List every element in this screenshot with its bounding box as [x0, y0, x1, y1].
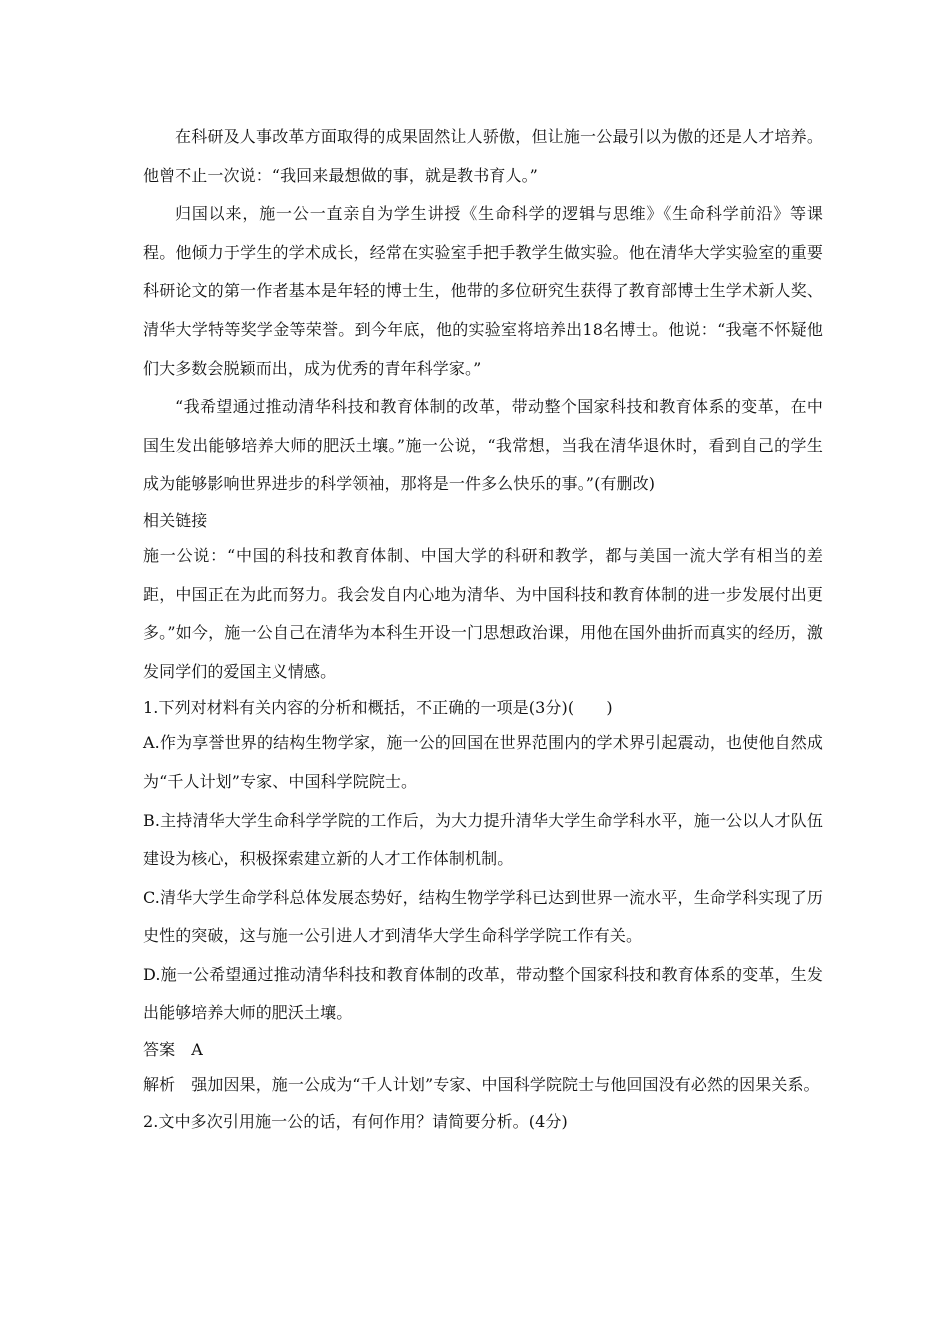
document-page	[143, 118, 823, 1138]
question-1-answer: 答案 A	[143, 1040, 203, 1060]
passage-paragraph-1: 在科研及人事改革方面取得的成果固然让人骄傲，但让施一公最引以为傲的还是人才培养。他曾不止一次说：“我回来最想做的事，就是教书育人。”	[143, 127, 823, 185]
question-1-option-a: A.作为享誉世界的结构生物学家，施一公的回国在世界范围内的学术界引起震动，也使他自然成为“千人计划”专家、中国科学院院士。	[143, 733, 823, 791]
passage-paragraph-2: 归国以来，施一公一直亲自为学生讲授《生命科学的逻辑与思维》《生命科学前沿》等课程。他倾力于学生的学术成长，经常在实验室手把手教学生做实验。他在清华大学实验室的重要科研论文的第一作者基本是年轻的博士生，他带的多位研究生获得了教育部博士生学术新人奖、清华大学特等奖学金等荣誉。到今年底，他的实验室将培养出18名博士。他说：“我毫不怀疑他们大多数会脱颖而出，成为优秀的青年科学家。”	[143, 204, 823, 378]
question-2-stem: 2.文中多次引用施一公的话，有何作用？请简要分析。(4分)	[143, 1111, 568, 1131]
related-text: 施一公说：“中国的科技和教育体制、中国大学的科研和教学，都与美国一流大学有相当的差距，中国正在为此而努力。我会发自内心地为清华、为中国科技和教育体制的进一步发展付出更多。”如今，施一公自己在清华为本科生开设一门思想政治课，用他在国外曲折而真实的经历，激发同学们的爱国主义情感。	[143, 545, 823, 681]
question-1-stem: 1.下列对材料有关内容的分析和概括，不正确的一项是(3分)( )	[143, 698, 613, 718]
question-1-option-c: C.清华大学生命学科总体发展态势好，结构生物学学科已达到世界一流水平，生命学科实现了历史性的突破，这与施一公引进人才到清华大学生命科学学院工作有关。	[143, 887, 823, 946]
question-1-option-d: D.施一公希望通过推动清华科技和教育体制的改革，带动整个国家科技和教育体系的变革，生发出能够培养大师的肥沃土壤。	[143, 964, 823, 1023]
related-heading: 相关链接	[143, 510, 208, 530]
passage-paragraph-3: “我希望通过推动清华科技和教育体制的改革，带动整个国家科技和教育体系的变革，在中国生发出能够培养大师的肥沃土壤。”施一公说，“我常想，当我在清华退休时，看到自己的学生成为能够影响世界进步的科学领袖，那将是一件多么快乐的事。”(有删改)	[143, 397, 823, 494]
question-1-option-b: B.主持清华大学生命科学学院的工作后，为大力提升清华大学生命学科水平，施一公以人才队伍建设为核心，积极探索建立新的人才工作体制机制。	[143, 810, 823, 869]
question-1-analysis: 解析 强加因果，施一公成为“千人计划”专家、中国科学院院士与他回国没有必然的因果关系。	[143, 1075, 820, 1095]
